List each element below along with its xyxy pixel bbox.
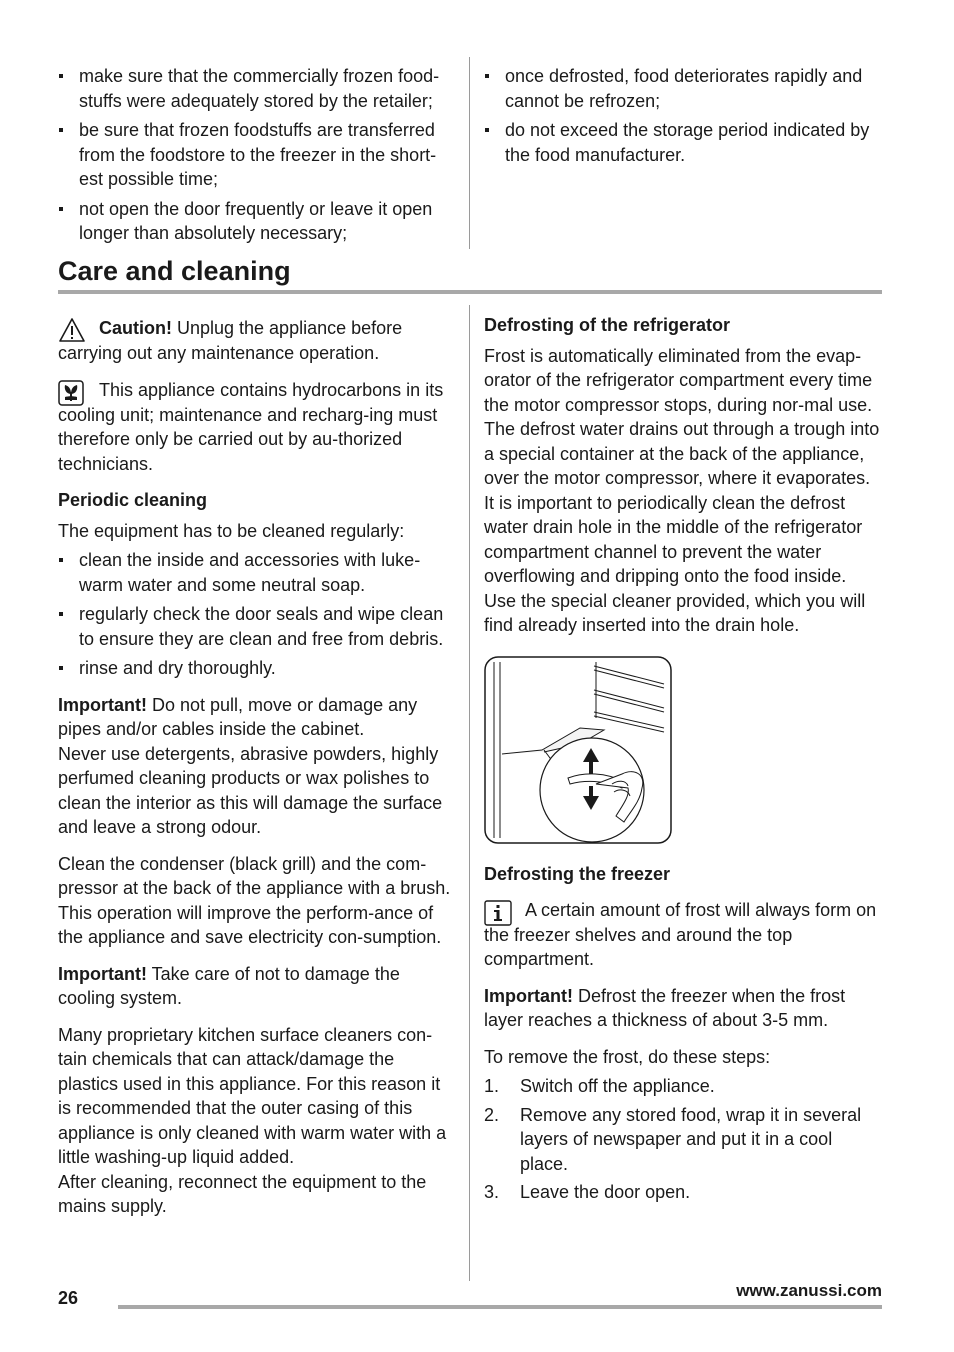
list-item — [484, 1180, 882, 1205]
list-item: do not exceed the storage period indicated by the food manufacturer. — [484, 118, 882, 167]
step-text: Switch off the appliance. — [520, 1076, 715, 1096]
step-number: 2. — [484, 1104, 500, 1125]
left-column — [58, 316, 456, 1219]
info-icon — [484, 900, 512, 933]
footer-rule — [118, 1305, 882, 1309]
drain-cleaner-diagram — [484, 656, 674, 846]
column-divider — [469, 305, 470, 1281]
storage-tips-list — [58, 64, 456, 246]
defrost-refrigerator-heading: Defrosting of the refrigerator — [484, 315, 731, 335]
list-item: not open the door frequently or leave it open longer than absolutely necessary; — [58, 197, 456, 246]
list-item: regularly check the door seals and wipe clean to ensure they are clean and free from debris. — [58, 602, 456, 651]
detergents-paragraph: Never use detergents, abrasive powders, highly perfumed cleaning products or wax polishes to clean the interior as this will damage the surface and leave a strong odour. — [58, 743, 443, 837]
caution-label: Caution! — [99, 318, 172, 338]
hydrocarbons-text: This appliance contains hydrocarbons in its cooling unit; maintenance and recharg-ing must therefore only be carried out by au-thorized technicians. — [58, 380, 444, 474]
steps-intro: To remove the frost, do these steps: — [484, 1046, 771, 1067]
frost-info-note — [484, 898, 882, 972]
column-divider-top — [469, 57, 470, 249]
defrost-refrigerator-paragraph-2: It is important to periodically clean the defrost water drain hole in the middle of the refrigerator compartment channel to prevent the water overflowing and dripping onto the food inside. Use the special cleaner provided, which you will find already inserted into the drain hole. — [484, 492, 866, 635]
periodic-intro: The equipment has to be cleaned regularly: — [58, 520, 405, 541]
caution-note — [58, 316, 456, 365]
important-thickness-note — [484, 984, 882, 1033]
top-left-column — [58, 64, 456, 251]
important-label: Important! — [58, 694, 147, 715]
defrost-freezer-heading: Defrosting the freezer — [484, 863, 671, 884]
step-text: Remove any stored food, wrap it in several layers of newspaper and put it in a cool place. — [520, 1104, 862, 1174]
right-column — [484, 313, 882, 1209]
reconnect-paragraph: After cleaning, reconnect the equipment to the mains supply. — [58, 1171, 427, 1216]
hydrocarbons-note — [58, 378, 456, 476]
list-item: make sure that the commercially frozen food-stuffs were adequately stored by the retailer; — [58, 64, 456, 113]
list-item — [484, 1074, 882, 1099]
section-title: Care and cleaning — [58, 256, 291, 286]
condenser-paragraph: Clean the condenser (black grill) and the com-pressor at the back of the appliance with a brush. This operation will improve the perform-ance of the appliance and save electricity con-sumption. — [58, 853, 451, 947]
website-link[interactable]: www.zanussi.com — [736, 1281, 882, 1300]
defrost-refrigerator-paragraph-1: Frost is automatically eliminated from the evap-orator of the refrigerator compartment every time the motor compressor stops, during nor-mal use. The defrost water drains out through a trough into a special container at the back of the appliance, over the motor compressor, where it evaporates. — [484, 345, 880, 488]
warning-triangle-icon — [58, 316, 86, 351]
top-right-column — [484, 64, 882, 172]
list-item: once defrosted, food deteriorates rapidly and cannot be refrozen; — [484, 64, 882, 113]
page-number: 26 — [58, 1288, 79, 1308]
step-text: Leave the door open. — [520, 1182, 691, 1202]
section-rule — [58, 290, 882, 294]
important-text: Do not pull, move or damage any pipes and/or cables inside the cabinet. — [58, 694, 418, 739]
important-label: Important! — [58, 963, 147, 984]
cleaners-paragraph: Many proprietary kitchen surface cleaners con-tain chemicals that can attack/damage the plastics used in this appliance. For this reason it is recommended that the outer casing of this appliance is only cleaned with warm water with a little washing-up liquid added. — [58, 1024, 447, 1167]
list-item: be sure that frozen foodstuffs are transferred from the foodstore to the freezer in the short-est possible time; — [58, 118, 456, 192]
step-number: 3. — [484, 1182, 500, 1202]
defrost-steps-list — [484, 1074, 882, 1205]
frost-info-text: A certain amount of frost will always form on the freezer shelves and around the top compartment. — [484, 900, 877, 969]
caution-text: Unplug the appliance before carrying out any maintenance operation. — [58, 318, 403, 363]
list-item: clean the inside and accessories with luke-warm water and some neutral soap. — [58, 548, 456, 597]
storage-tips-list-2 — [484, 64, 882, 167]
drain-hole-illustration — [484, 656, 674, 846]
important-text: Take care of not to damage the cooling system. — [58, 963, 400, 1008]
important-text: Defrost the freezer when the frost layer reaches a thickness of about 3-5 mm. — [484, 985, 846, 1030]
periodic-cleaning-heading: Periodic cleaning — [58, 490, 208, 510]
list-item: rinse and dry thoroughly. — [58, 656, 456, 681]
important-cooling-note — [58, 962, 456, 1011]
periodic-cleaning-list — [58, 548, 456, 681]
important-label: Important! — [484, 985, 573, 1006]
important-pipes-note — [58, 693, 456, 742]
list-item — [484, 1103, 882, 1177]
plant-leaf-icon — [58, 380, 84, 413]
step-number: 1. — [484, 1076, 500, 1096]
